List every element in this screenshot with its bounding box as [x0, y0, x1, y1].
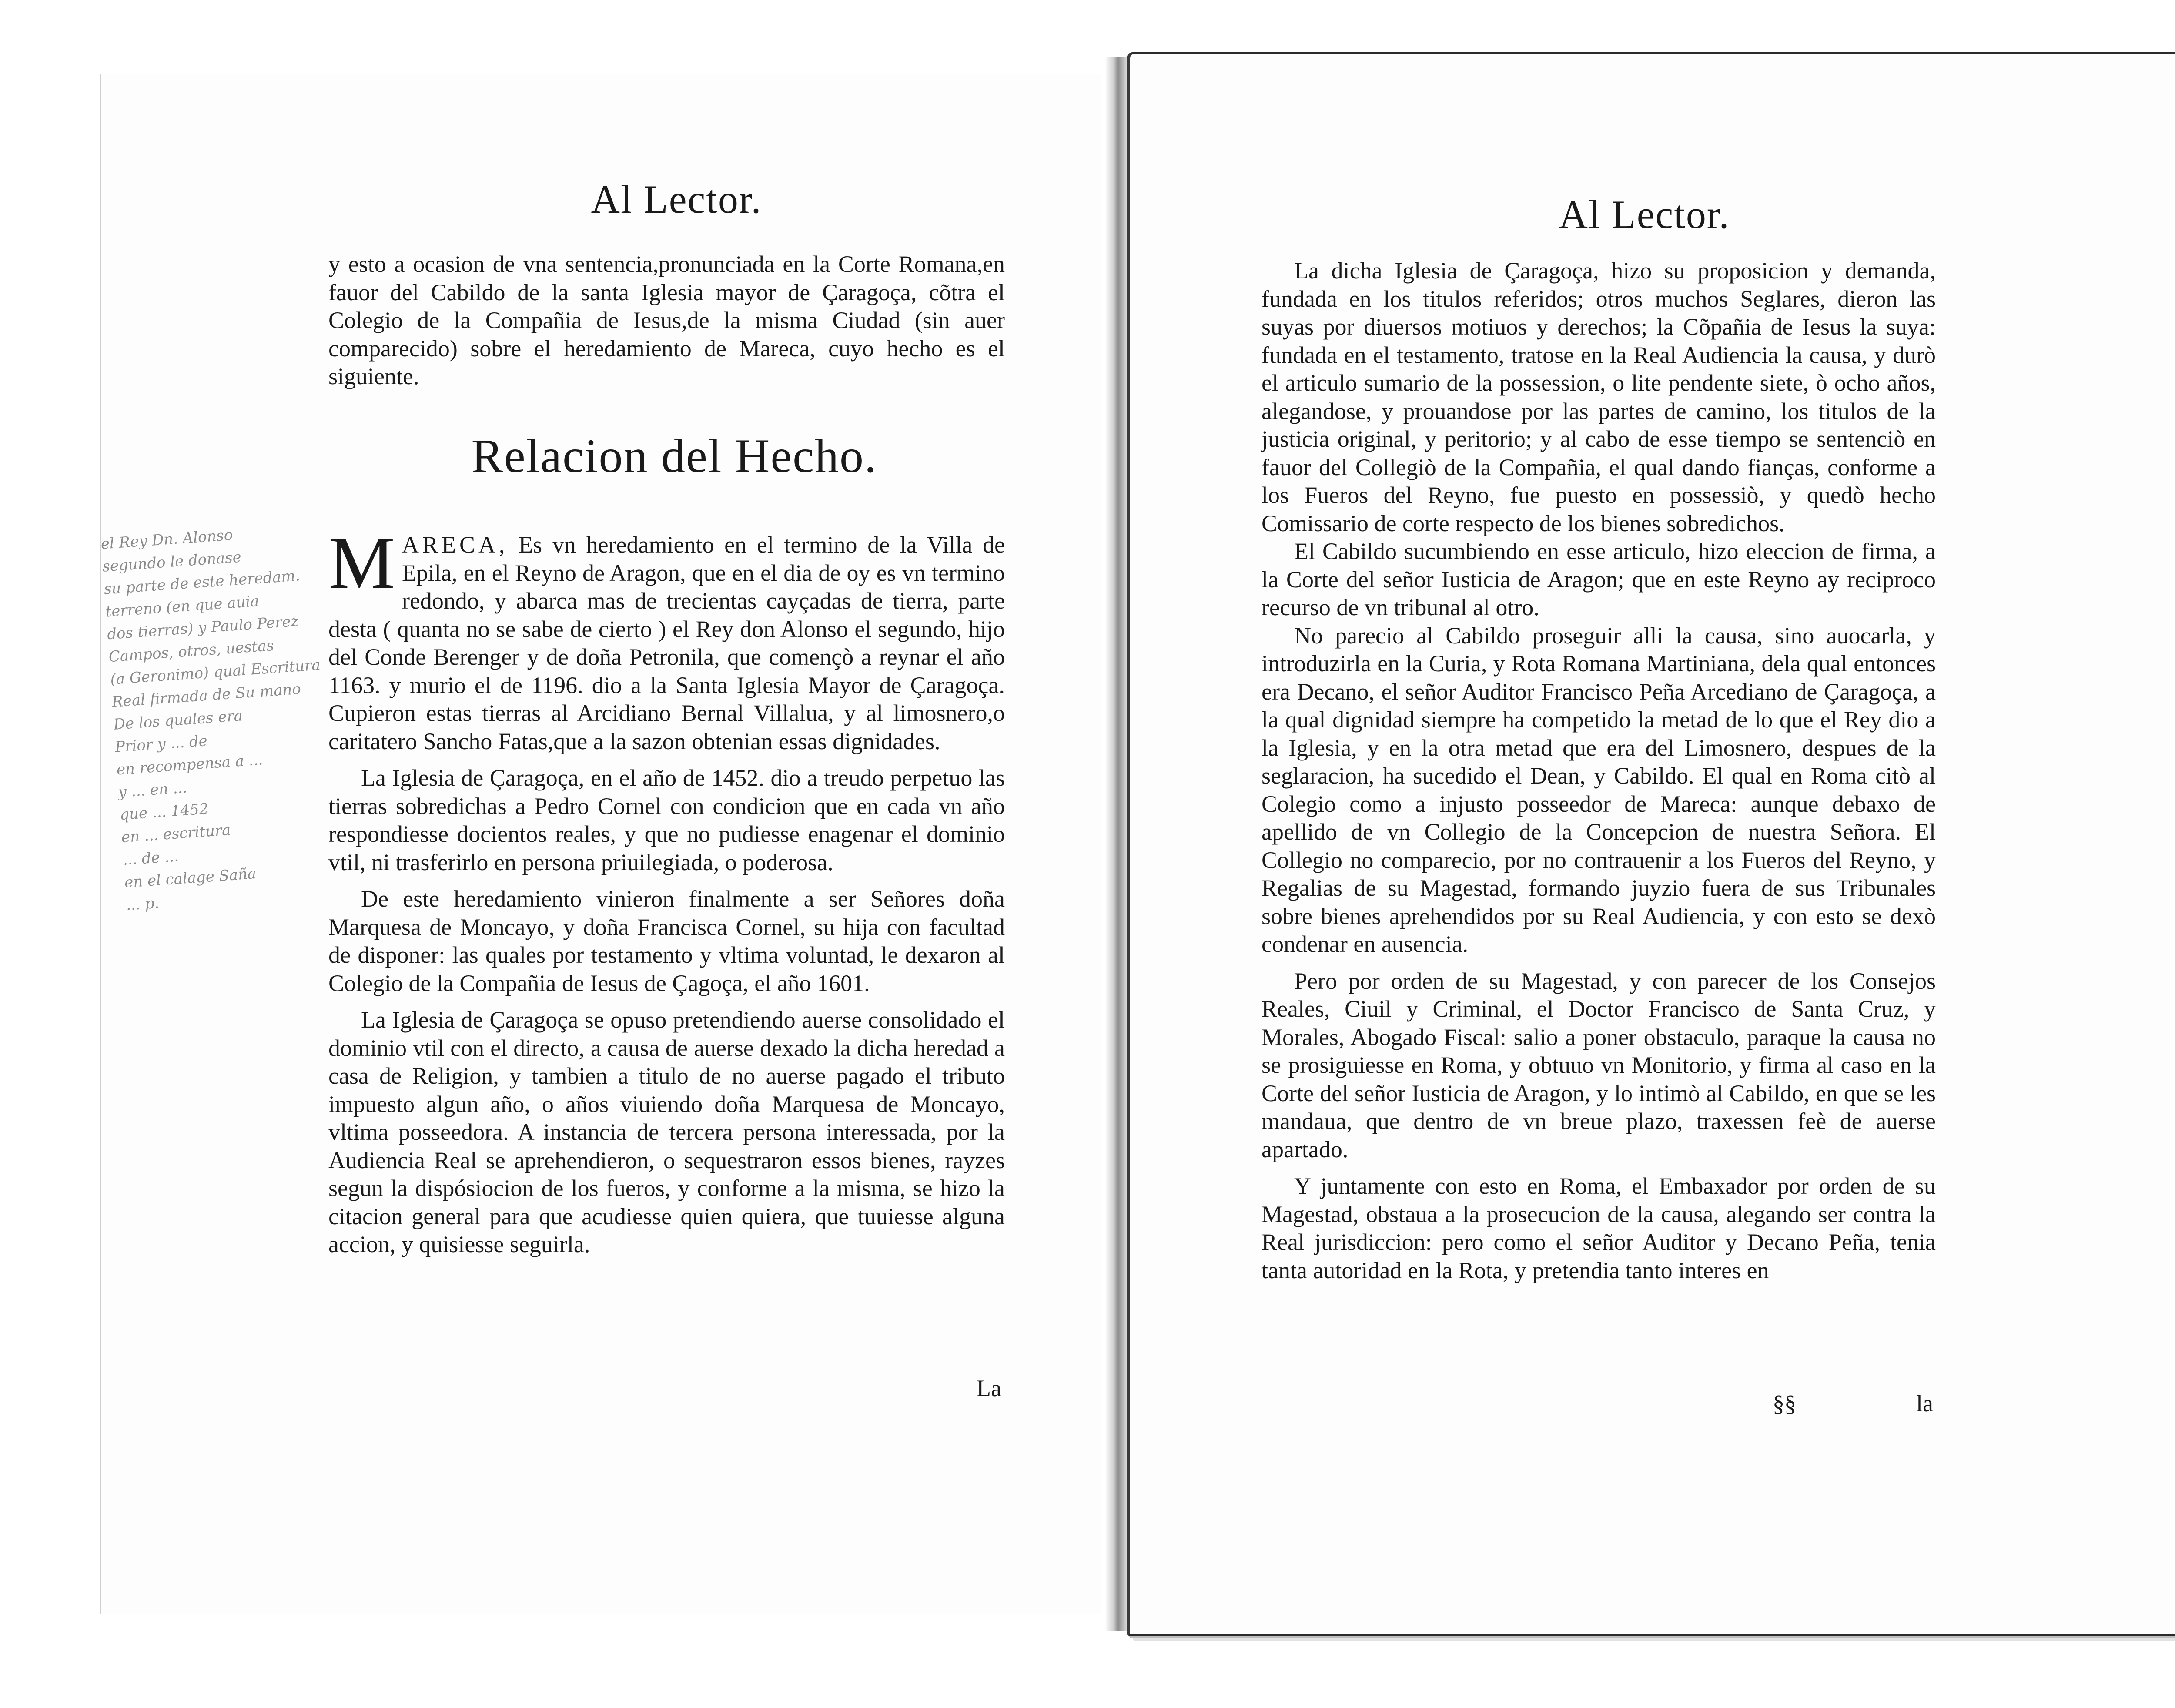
section-title: Relacion del Hecho. — [471, 429, 877, 482]
right-body-column — [1262, 257, 1936, 1284]
body-paragraph-2: El Cabildo sucumbiendo en esse articulo, hizo eleccion de firma, a la Corte del señor Iusticia de Aragon; que en este Reyno ay reciproco recurso de vn tribunal al otro. — [1262, 538, 1936, 620]
book-gutter — [1105, 57, 1127, 1631]
body-paragraph-5: Y juntamente con esto en Roma, el Embaxador por orden de su Magestad, obstaua a la prosecucion de la causa, alegando ser contra la Real jurisdiccion: pero como el señor Auditor y Decano Peña, tenia tanta autoridad en la Rota, y pretendia tanto interes en — [1262, 1173, 1936, 1283]
handwritten-margin-note: el Rey Dn. Alonso segundo le donase su parte de este heredam. terreno (en que auia dos tierras) y Paulo Perez Campos, otros, uestas (a Geronimo) qual Escritura Real firmada de Su mano De los quales era Prior y ... de en recompensa a ... y ... en ... que ... 1452 en ... escritura ... de ... en el calage Saña ... p. — [100, 526, 321, 914]
body-paragraph-3: No parecio al Cabildo proseguir alli la causa, sino auocarla, y introduzirla en la Curia, y Rota Romana Martiniana, dela qual entonces era Decano, el señor Auditor Francisco Peña Arcediano de Çaragoça, a la qual dignidad siempre ha competido la metad de lo que el Rey dio a la Iglesia, y en la otra metad que era del Limosnero, despues de la seglaracion, ha sucedido el Dean, y Cabildo. El qual en Roma citò al Colegio como a injusto posseedor de Mareca: aunque debaxo de apellido de vn Collegio de la Concepcion de nuestra Señora. El Collegio no comparecio, por no contrauenir a los Fueros del Reyno, y Regalias de su Magestad, formando juyzio fuera de sus Tribunales sobre bienes aprehendidos por su Real Audiencia, y con esto se dexò condenar en ausencia. — [1262, 622, 1936, 957]
left-running-head: Al Lector. — [591, 177, 762, 221]
paragraph-text: Es vn heredamiento en el termino de la Villa de Epila, en el Reyno de Aragon, que en el dia de oy es vn termino redondo, y abarca mas de trecientas cayçadas de tierra, parte desta ( quanta no se sabe de cierto ) el Rey don Alonso el segundo, hijo del Conde Berenger y de doña Petronila, que començò a reynar el año 1163. y murio el de 1196. dio a la Santa Iglesia Mayor de Çaragoça. Cupieron estas tierras al Arcidiano Bernal Villalua, y al limosnero,o caritatero Sancho Fatas,que a la sazon obtenian essas dignidades. — [328, 532, 1005, 754]
body-paragraph-1: La dicha Iglesia de Çaragoça, hizo su proposicion y demanda, fundada en los titulos referidos; otros muchos Seglares, dieron las suyas por diuersos motiuos y derechos; la Cõpañia de Iesus la suya: fundada en el testamento, tratose en la Real Audiencia la causa, y durò el articulo sumario de la possession, o lite pendente siete, ò ocho años, alegandose, y prouandose por las partes de camino, los titulos de la justicia original, y peritorio; y al cabo de esse tiempo se sentenciò en fauor del Collegiò de la Compañia, el qual dando fianças, conforme a los Fueros del Reyno, fue puesto en possessiò, y quedò hecho Comissario de corte respecto de los bienes sobredichos. — [1262, 258, 1936, 536]
signature-mark: §§ — [1773, 1390, 1796, 1417]
body-paragraph-4: Pero por orden de su Magestad, y con parecer de los Consejos Reales, Ciuil y Criminal, el Doctor Francisco de Santa Cruz, y Morales, Abogado Fiscal: salio a poner obstaculo, paraque la causa no se prosiguiesse en Roma, y obtuuo vn Monitorio, y firma al caso en la Corte del señor Iusticia de Aragon, y lo intimò al Cabildo, en que se les mandaua, que dentro de vn breue plazo, traxessen feè de auerse apartado. — [1262, 968, 1936, 1162]
body-paragraph-2: La Iglesia de Çaragoça, en el año de 1452. dio a treudo perpetuo las tierras sobredichas a Pedro Cornel con condicion que en cada vn año respondiesse docientos reales, y que no pudiesse enagenar el dominio vtil, ni trasferirlo en persona priuilegiada, o poderosa. — [328, 765, 1005, 875]
left-catchword: La — [977, 1375, 1001, 1401]
body-paragraph-1 — [328, 522, 1005, 755]
body-paragraph-4: La Iglesia de Çaragoça se opuso pretendiendo auerse consolidado el dominio vtil con el directo, a causa de auerse dexado la dicha heredad a casa de Religion, y tambien a titulo de no auerse pagado el tributo impuesto algun año, o años viuiendo doña Marquesa de Moncayo, vltima posseedora. A instancia de tercera persona interessada, por la Audiencia Real se aprehendieron, o sequestraron essos bienes, rayzes segun la dispósiocion de los fueros, y conforme a la misma, se hizo la citacion general para que acudiesse quien quiera, que tuuiesse alguna accion, y quisiesse seguirla. — [328, 1007, 1005, 1257]
left-intro-paragraph — [328, 250, 1005, 391]
right-catchword: la — [1916, 1390, 1933, 1417]
intro-text: y esto a ocasion de vna sentencia,pronunciada en la Corte Romana,en fauor del Cabildo de la santa Iglesia mayor de Çaragoça, cõtra el Colegio de la Compañia de Iesus,de la misma Ciudad (sin auer comparecido) sobre el heredamiento de Mareca, cuyo hecho es el siguiente. — [328, 251, 1005, 389]
smallcaps-lead: ARECA, — [402, 532, 509, 558]
right-running-head: Al Lector. — [1559, 192, 1730, 237]
body-paragraph-3: De este heredamiento vinieron finalmente a ser Señores doña Marquesa de Moncayo, y doña Francisca Cornel, su hija con facultad de disponer: las quales por testamento y vltima voluntad, le dexaron al Colegio de la Compañia de Iesus de Çagoça, el año 1601. — [328, 886, 1005, 996]
left-body-column — [328, 522, 1005, 1259]
drop-cap: M — [328, 522, 395, 604]
